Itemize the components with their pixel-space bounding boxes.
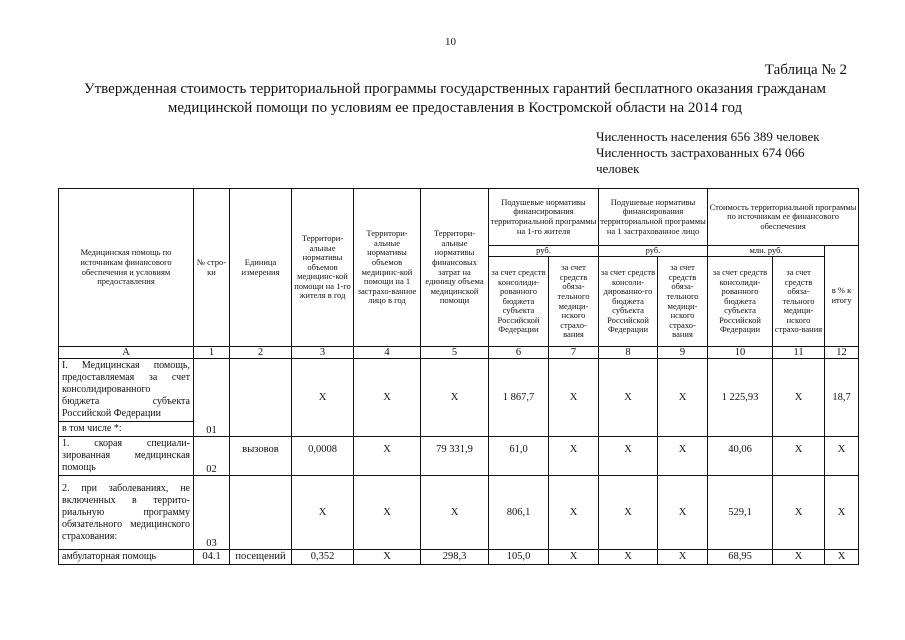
- population-text: Численность населения 656 389 человек: [596, 129, 820, 144]
- header-budget-per-resident: за счет средств консолиди-рованного бюджета субъекта Российской Федерации: [489, 257, 549, 347]
- col-number: 4: [354, 347, 421, 359]
- row-cell: X: [825, 476, 859, 550]
- title-line-2: медицинской помощи по условиям ее предоставления в Костромской области на 2014 год: [167, 100, 743, 116]
- row-cell: X: [658, 437, 708, 476]
- header-unit-rub-2: руб.: [599, 246, 708, 257]
- header-unit: Единица измерения: [230, 189, 292, 347]
- col-number: 6: [489, 347, 549, 359]
- row-cell: X: [658, 359, 708, 437]
- row-cell: X: [292, 476, 354, 550]
- header-program-cost-group: Стоимость территориальной программы по источникам ее финансового обеспечения: [708, 189, 859, 246]
- row-unit: вызовов: [230, 437, 292, 476]
- col-number: 5: [421, 347, 489, 359]
- row-cell: X: [599, 550, 658, 565]
- row-cell: X: [658, 476, 708, 550]
- row-line-no: 04.1: [194, 550, 230, 565]
- row-line-no: 03: [194, 476, 230, 550]
- row-cell: X: [599, 359, 658, 437]
- header-unit-mln-rub: млн. руб.: [708, 246, 825, 257]
- header-percent-total: в % к итогу: [825, 246, 859, 347]
- header-cost-per-unit: Территори-альные нормативы финансовых затрат на единицу объема медицинской помощи: [421, 189, 489, 347]
- column-number-row: [59, 347, 859, 359]
- col-number: 1: [194, 347, 230, 359]
- row-cell: X: [354, 359, 421, 437]
- row-label: 1. скорая специали-зированная медицинская помощь: [59, 437, 194, 476]
- col-number: 3: [292, 347, 354, 359]
- header-volume-per-insured: Территори-альные нормативы объемов медицинс-кой помощи на 1 застрахо-ванное лицо в год: [354, 189, 421, 347]
- table-row: [59, 437, 859, 476]
- row-cell: 68,95: [708, 550, 773, 565]
- header-oms-per-insured: за счет средств обяза-тельного медици-нского страхо-вания: [658, 257, 708, 347]
- row-cell: 0,352: [292, 550, 354, 565]
- insured-text-cont: человек: [596, 161, 640, 176]
- row-cell: X: [773, 359, 825, 437]
- header-volume-per-resident: Территори-альные нормативы объемов медицинс-кой помощи на 1-го жителя в год: [292, 189, 354, 347]
- row-line-no: 02: [194, 437, 230, 476]
- title-line-1: Утвержденная стоимость территориальной программы государственных гарантий бесплатного оказания гражданам: [84, 81, 826, 97]
- header-oms-cost: за счет средств обяза-тельного медици-нского страхо-вания: [773, 257, 825, 347]
- col-number: 7: [549, 347, 599, 359]
- row-cell: X: [549, 359, 599, 437]
- row-label: амбулаторная помощь: [59, 550, 194, 565]
- row-cell: 79 331,9: [421, 437, 489, 476]
- col-number: 9: [658, 347, 708, 359]
- header-care-type: Медицинская помощь по источникам финансового обеспечения и условиям предоставления: [59, 189, 194, 347]
- header-unit-rub-1: руб.: [489, 246, 599, 257]
- col-number: 11: [773, 347, 825, 359]
- row-cell: X: [354, 550, 421, 565]
- header-oms-per-resident: за счет средств обяза-тельного медици-нского страхо-вания: [549, 257, 599, 347]
- col-number: 12: [825, 347, 859, 359]
- row-cell: X: [549, 550, 599, 565]
- row-cell: X: [773, 437, 825, 476]
- row-unit: [230, 359, 292, 437]
- header-line-no: № стро-ки: [194, 189, 230, 347]
- row-cell: X: [599, 476, 658, 550]
- row-unit: посещений: [230, 550, 292, 565]
- row-cell: X: [773, 550, 825, 565]
- page-number: 10: [445, 36, 456, 48]
- row-cell: 105,0: [489, 550, 549, 565]
- table-row: [59, 359, 859, 422]
- cost-table: [58, 188, 859, 565]
- row-cell: X: [354, 476, 421, 550]
- col-number: 2: [230, 347, 292, 359]
- row-cell: X: [354, 437, 421, 476]
- col-number: 10: [708, 347, 773, 359]
- row-label: 2. при заболеваниях, не включенных в террито-риальную программу обязательного медицинского страхования:: [59, 476, 194, 550]
- table-number: Таблица № 2: [764, 62, 847, 78]
- table-row: [59, 550, 859, 565]
- row-line-no: 01: [194, 359, 230, 437]
- row-cell: 298,3: [421, 550, 489, 565]
- row-cell: X: [599, 437, 658, 476]
- row-cell: X: [825, 550, 859, 565]
- header-budget-cost: за счет средств консолиди-рованного бюджета субъекта Российской Федерации: [708, 257, 773, 347]
- row-cell: X: [292, 359, 354, 437]
- col-number: 8: [599, 347, 658, 359]
- population-info: [596, 129, 826, 177]
- header-per-resident-group: Подушевые нормативы финансирования территориальной программы на 1-го жителя: [489, 189, 599, 246]
- row-cell: X: [825, 437, 859, 476]
- document-title: [60, 80, 850, 118]
- header-per-insured-group: Подушевые нормативы финансирования территориальной программы на 1 застрахованное лицо: [599, 189, 708, 246]
- row-cell: 0,0008: [292, 437, 354, 476]
- row-sublabel: в том числе *:: [59, 422, 194, 437]
- row-cell: X: [549, 476, 599, 550]
- row-cell: X: [421, 359, 489, 437]
- col-number: А: [59, 347, 194, 359]
- table-row: [59, 476, 859, 550]
- row-cell: X: [773, 476, 825, 550]
- header-budget-per-insured: за счет средств консоли-дированно-го бюджета субъекта Российской Федерации: [599, 257, 658, 347]
- row-cell: 806,1: [489, 476, 549, 550]
- row-cell: 1 225,93: [708, 359, 773, 437]
- row-cell: X: [549, 437, 599, 476]
- row-cell: 1 867,7: [489, 359, 549, 437]
- insured-text: Численность застрахованных 674 066: [596, 145, 805, 160]
- row-cell: 529,1: [708, 476, 773, 550]
- row-cell: 61,0: [489, 437, 549, 476]
- row-cell: X: [421, 476, 489, 550]
- row-unit: [230, 476, 292, 550]
- row-label: I. Медицинская помощь, предоставляемая за счет консолидированного бюджета субъекта Российской Федерации: [59, 359, 194, 422]
- row-cell: X: [658, 550, 708, 565]
- row-cell: 40,06: [708, 437, 773, 476]
- row-cell: 18,7: [825, 359, 859, 437]
